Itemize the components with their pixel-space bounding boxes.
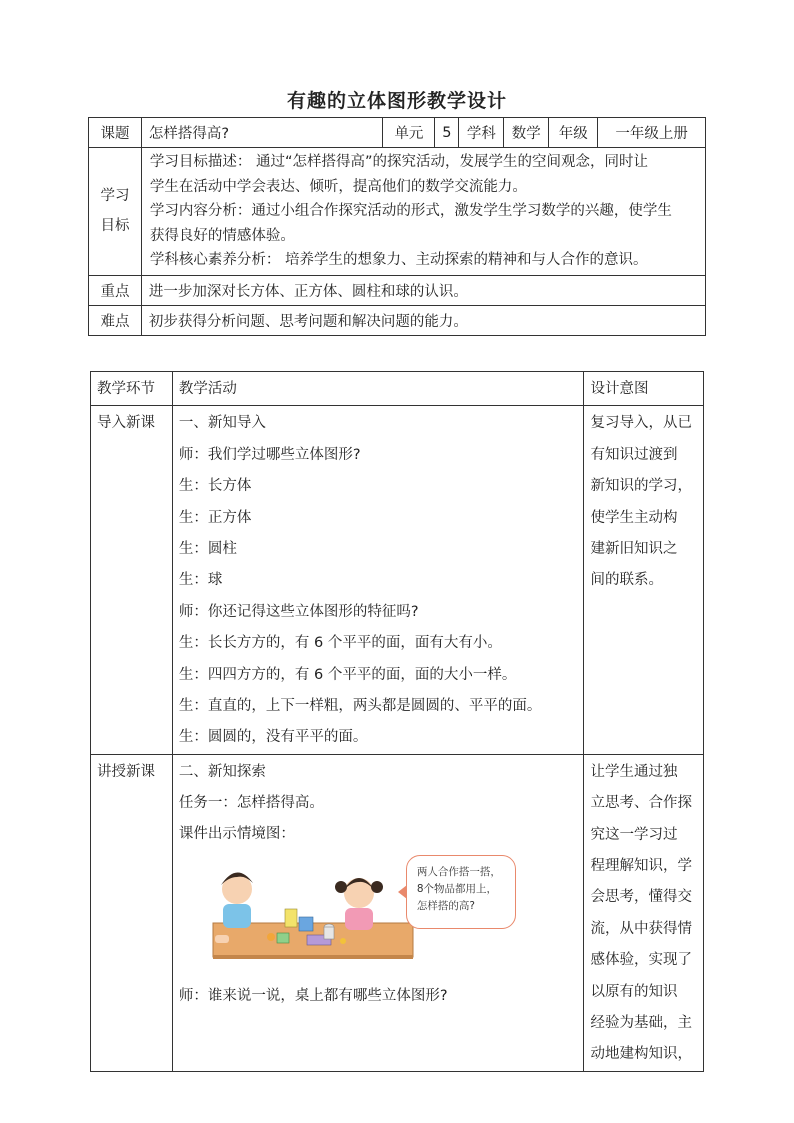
- goal-line: 学科核心素养分析： 培养学生的想象力、主动探索的精神和与人合作的意识。: [149, 252, 648, 268]
- stage-new: 讲授新课: [91, 754, 173, 1071]
- learning-goals-row: [89, 148, 706, 276]
- plan-row-new: [91, 754, 704, 1071]
- girl-figure: [335, 878, 383, 930]
- activity-line: 生：长长方方的，有 6 个平平的面，面有大有小。: [178, 635, 502, 652]
- activity-line: 生：圆柱: [178, 540, 237, 557]
- goal-line: 学习目标描述： 通过“怎样搭得高”的探究活动，发展学生的空间观念，同时让: [149, 154, 649, 170]
- course-info-row: [89, 118, 706, 148]
- intent-line: 使学生主动构: [590, 509, 678, 526]
- activity-line: 生：球: [178, 572, 223, 589]
- grade-label: 年级: [549, 118, 598, 148]
- intent-line: 经验为基础，主: [590, 1014, 692, 1031]
- children-stacking-blocks-illustration: [207, 851, 437, 981]
- intent-line: 让学生通过独: [590, 763, 678, 780]
- activity-line: 生：四四方方的，有 6 个平平的面，面的大小一样。: [178, 666, 517, 683]
- activity-line: 生：长方体: [178, 478, 252, 495]
- teaching-plan-table: [90, 371, 704, 1072]
- bubble-line: 两人合作搭一搭，: [416, 865, 501, 878]
- activity-line: 生：直直的，上下一样粗，两头都是圆圆的、平平的面。: [178, 697, 542, 714]
- learning-goals-label: [89, 148, 142, 276]
- difficulty-value: 初步获得分析问题、思考问题和解决问题的能力。: [141, 305, 705, 335]
- intent-line: 感体验，实现了: [590, 952, 692, 969]
- intent-line: 建新旧知识之: [590, 541, 678, 558]
- subject-value: 数学: [504, 118, 549, 148]
- scene-illustration: [179, 851, 579, 981]
- goal-line: 学习内容分析：通过小组合作探究活动的形式，激发学生学习数学的兴趣，使学生: [149, 203, 672, 219]
- intent-line: 程理解知识，学: [590, 857, 692, 874]
- activity-line: 师：谁来说一说，桌上都有哪些立体图形?: [178, 987, 448, 1004]
- activity-line: 师：你还记得这些立体图形的特征吗?: [178, 603, 419, 620]
- intent-intro: [584, 406, 704, 754]
- goals-label-line: 学习: [100, 188, 130, 205]
- activity-line: 课件出示情境图：: [178, 826, 295, 843]
- header-intent: 设计意图: [584, 372, 704, 406]
- course-value: 怎样搭得高?: [141, 118, 383, 148]
- activities-intro: [172, 406, 584, 754]
- header-activity: 教学活动: [172, 372, 584, 406]
- unit-label: 单元: [383, 118, 435, 148]
- difficulty-label: 难点: [89, 305, 142, 335]
- speech-bubble: [406, 855, 516, 929]
- intent-line: 新知识的学习，: [590, 478, 692, 495]
- intent-line: 有知识过渡到: [590, 446, 678, 463]
- intent-line: 动地建构知识，: [590, 1046, 692, 1063]
- plan-row-intro: [91, 406, 704, 754]
- bubble-line: 8个物品都用上，: [416, 882, 498, 895]
- intent-line: 间的联系。: [590, 572, 663, 589]
- difficulty-row: [89, 305, 706, 335]
- activities-new: [172, 754, 584, 1071]
- learning-goals-text: [141, 148, 705, 276]
- document-title: 有趣的立体图形教学设计: [286, 90, 507, 112]
- stage-intro: 导入新课: [91, 406, 173, 754]
- unit-value: 5: [435, 118, 459, 148]
- course-label: 课题: [89, 118, 142, 148]
- intent-line: 复习导入，从已: [590, 415, 692, 432]
- activity-line: 生：正方体: [178, 509, 252, 526]
- grade-value: 一年级上册: [598, 118, 706, 148]
- goals-label-line: 目标: [100, 218, 130, 235]
- intent-line: 立思考、合作探: [590, 795, 692, 812]
- intent-line: 流，从中获得情: [590, 920, 692, 937]
- goal-line: 学生在活动中学会表达、倾听，提高他们的数学交流能力。: [149, 178, 527, 195]
- intent-line: 以原有的知识: [590, 983, 678, 1000]
- plan-header-row: [91, 372, 704, 406]
- goal-line: 获得良好的情感体验。: [149, 227, 295, 244]
- activity-line: 生：圆圆的，没有平平的面。: [178, 729, 368, 746]
- header-stage: 教学环节: [91, 372, 173, 406]
- subject-label: 学科: [459, 118, 504, 148]
- key-point-row: [89, 275, 706, 305]
- key-point-value: 进一步加深对长方体、正方体、圆柱和球的认识。: [141, 275, 705, 305]
- intent-line: 会思考，懂得交: [590, 889, 692, 906]
- intent-line: 究这一学习过: [590, 826, 678, 843]
- bubble-line: 怎样搭的高?: [416, 899, 475, 912]
- activity-line: 二、新知探索: [178, 763, 266, 780]
- intent-new: [584, 754, 704, 1071]
- course-info-table: [88, 117, 706, 336]
- key-point-label: 重点: [89, 275, 142, 305]
- activity-line: 一、新知导入: [178, 415, 266, 432]
- activity-line: 任务一：怎样搭得高。: [178, 795, 324, 812]
- activity-line: 师：我们学过哪些立体图形?: [178, 446, 361, 463]
